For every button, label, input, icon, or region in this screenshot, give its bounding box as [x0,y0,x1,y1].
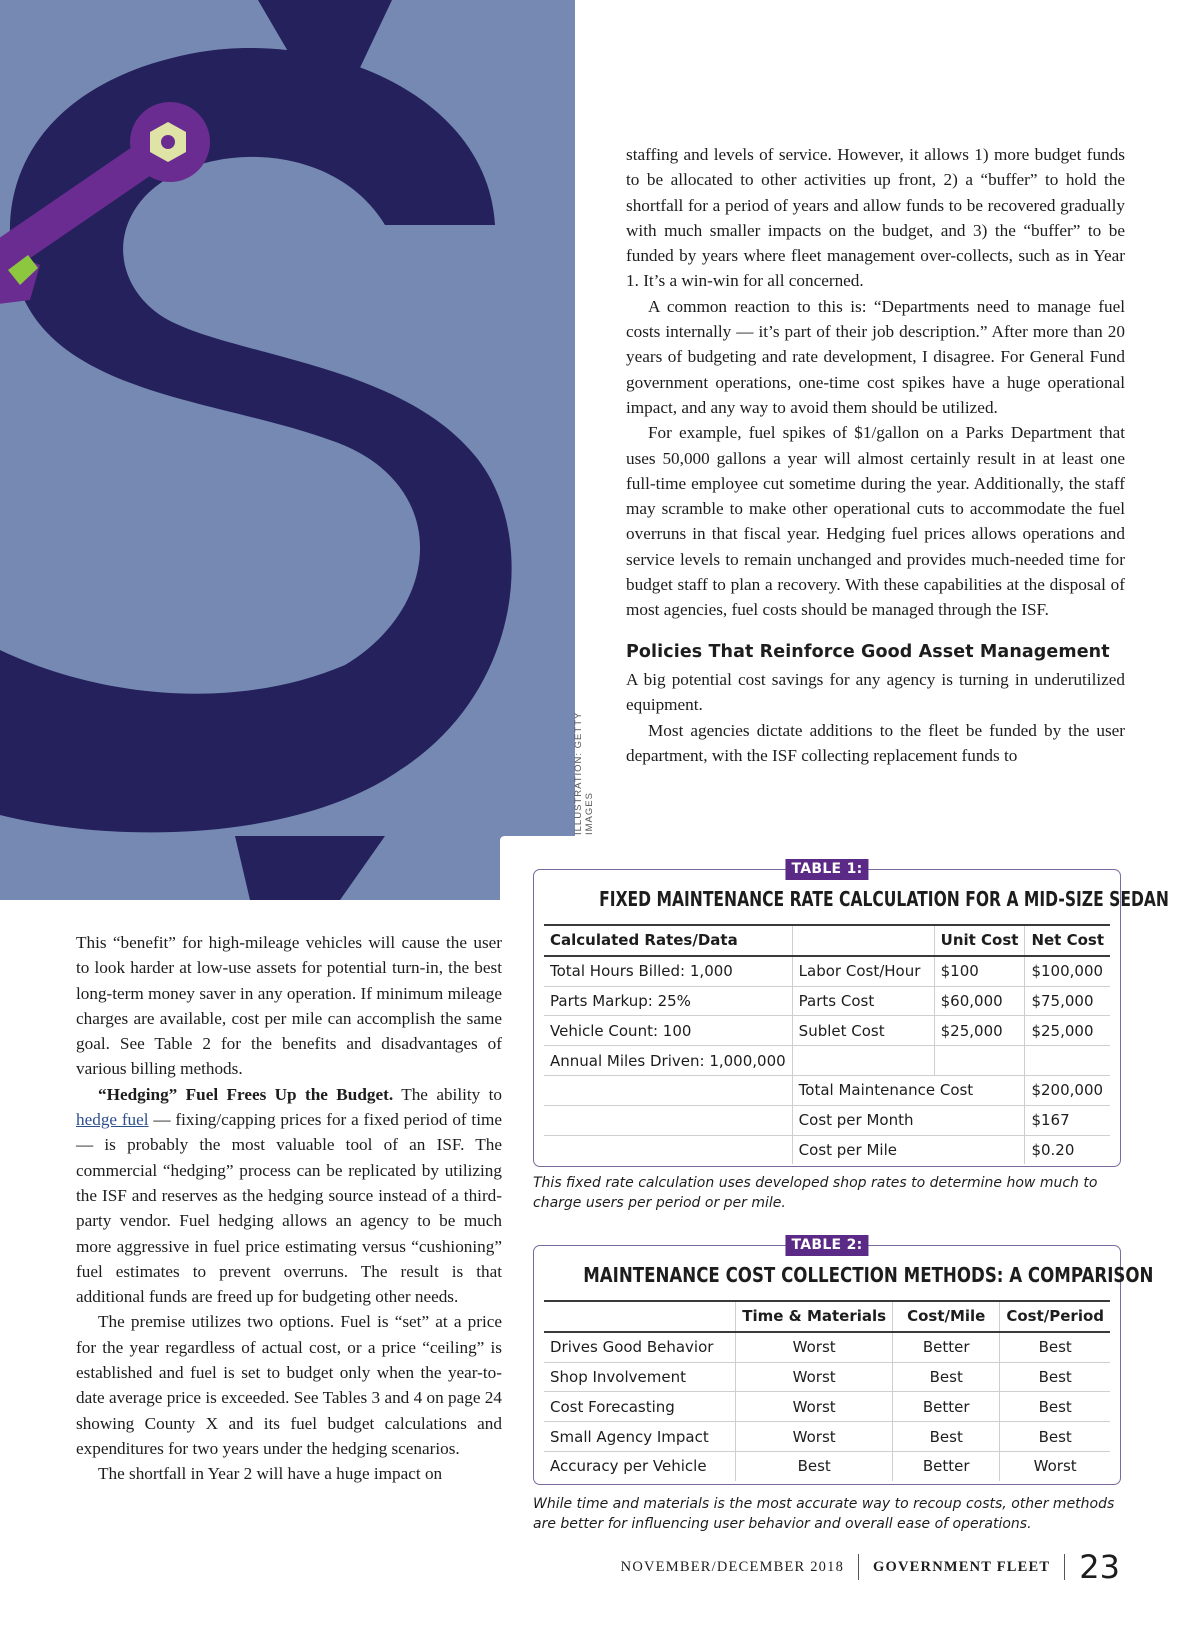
paragraph: For example, fuel spikes of $1/gallon on a Parks Department that uses 50,000 gallons a year will almost certainly result in at least one full-time employee cut sometime during the year. Additionally, the staff may scramble to make other operational cuts to accommodate the fuel overruns in that fiscal year. Hedging fuel prices allows operations and service levels to remain unchanged and provides much-needed time for budget staff to plan a recovery. With these capabilities at the disposal of most agencies, fuel costs should be managed through the ISF. [626,423,1125,620]
cell: Cost per Month [792,1105,1025,1135]
cell: Worst [736,1392,893,1422]
cell: $75,000 [1025,986,1110,1016]
cell: Best [1000,1422,1110,1452]
cell: Parts Markup: 25% [544,986,792,1016]
table-badge: TABLE 1: [785,859,868,880]
cell: Best [736,1451,893,1480]
column-header [544,1301,736,1332]
table-header-row [544,1301,1110,1332]
paragraph: The shortfall in Year 2 will have a huge impact on [98,1464,443,1484]
cell: Cost Forecasting [544,1392,736,1422]
table-2-box [533,1237,1154,1485]
table-badge: TABLE 2: [785,1235,868,1256]
left-column [76,930,502,1487]
cell: $60,000 [934,986,1025,1016]
right-column [626,142,1125,768]
column-header: Net Cost [1025,925,1110,956]
cell: Best [893,1422,1000,1452]
cell: Accuracy per Vehicle [550,1457,707,1476]
table-row [544,1362,1110,1392]
cell: Sublet Cost [792,1016,934,1046]
cell: Parts Cost [792,986,934,1016]
page-footer [621,1548,1120,1586]
cell: Worst [1000,1451,1110,1480]
column-header: Unit Cost [934,925,1025,956]
cell: $25,000 [934,1016,1025,1046]
cell: Best [893,1362,1000,1392]
page-number: 23 [1079,1548,1120,1586]
column-header: Cost/Mile [893,1301,1000,1332]
cell: Drives Good Behavior [544,1332,736,1362]
dollar-wrench-illustration [0,0,575,900]
illustration-credit: ILLUSTRATION: GETTY IMAGES [573,711,595,835]
cell [544,1135,792,1164]
table-2-caption: While time and materials is the most accurate way to recoup costs, other methods are better for influencing user behavior and overall ease of operations. [533,1496,1115,1532]
column-header: Cost/Period [1000,1301,1110,1332]
table-row [544,1105,1110,1135]
cell: Better [893,1451,1000,1480]
cell: Cost per Mile [792,1135,1025,1164]
table-2 [544,1300,1110,1481]
paragraph: This “benefit” for high-mileage vehicles will cause the user to look harder at low-use assets for potential turn-in, the best long-term money saver in any operation. If minimum mileage charges are available, cost per mile can accomplish the same goal. See Table 2 for the benefits and disadvantages of various billing methods. [76,933,502,1079]
table-row [544,1332,1110,1362]
cell: Best [1000,1362,1110,1392]
cell: Worst [736,1422,893,1452]
cell [544,1105,792,1135]
divider [1064,1554,1065,1580]
divider [858,1554,859,1580]
cell: Total Maintenance Cost [792,1075,1025,1105]
table-row [544,956,1110,986]
run-in-heading: “Hedging” Fuel Frees Up the Budget. [98,1084,394,1104]
paragraph: Most agencies dictate additions to the fleet be funded by the user department, with the ISF collecting replacement funds to [626,720,1125,765]
section-heading: Policies That Reinforce Good Asset Management [626,641,1110,662]
issue-date: NOVEMBER/DECEMBER 2018 [620,1558,845,1575]
cell: Best [1000,1332,1110,1362]
publication-name: GOVERNMENT FLEET [873,1558,1051,1575]
cell: $0.20 [1025,1135,1110,1164]
paragraph: A common reaction to this is: “Departments need to manage fuel costs internally — it’s part of their job description.” After more than 20 years of budgeting and rate development, I disagree. For General Fund government operations, one-time cost spikes have a huge operational impact, and any way to avoid them should be utilized. [626,296,1125,417]
column-header [792,925,934,956]
cell: Worst [736,1362,893,1392]
table-row [544,1422,1110,1452]
cell: Annual Miles Driven: 1,000,000 [544,1046,792,1076]
cell: Total Hours Billed: 1,000 [544,956,792,986]
cell [1025,1046,1110,1076]
cell: $167 [1025,1105,1110,1135]
table-row [544,1135,1110,1164]
table-title: FIXED MAINTENANCE RATE CALCULATION FOR A MID-SIZE SEDAN [599,887,1169,911]
cell [544,1075,792,1105]
table-row [544,1392,1110,1422]
hedge-fuel-link[interactable]: hedge fuel [76,1110,149,1130]
table-1 [544,924,1110,1164]
column-header: Time & Materials [736,1301,893,1332]
cell: Better [893,1392,1000,1422]
cell: Vehicle Count: 100 [544,1016,792,1046]
cell: Better [893,1332,1000,1362]
cell: $100,000 [1025,956,1110,986]
paragraph [76,1082,502,1310]
paragraph: A big potential cost savings for any agency is turning in underutilized equipment. [626,669,1125,715]
table-row [544,1046,1110,1076]
column-header: Calculated Rates/Data [544,925,792,956]
table-1-box [533,861,1169,1167]
table-row [544,986,1110,1016]
text: The ability to [393,1084,502,1104]
cell: Small Agency Impact [544,1422,736,1452]
cell: Labor Cost/Hour [792,956,934,986]
cell: Worst [736,1332,893,1362]
table-row [544,1016,1110,1046]
cell: Best [1000,1392,1110,1422]
table-title: MAINTENANCE COST COLLECTION METHODS: A COMPARISON [583,1263,1154,1287]
table-row [544,1451,1110,1480]
table-row [544,1075,1110,1105]
paragraph: staffing and levels of service. However, it allows 1) more budget funds to be allocated to other activities up front, 2) a “buffer” to hold the shortfall for a period of years and allow funds to be recovered gradually with much smaller impacts on the budget, and 3) the “buffer” to be funded by years where fleet management over-collects, such as in Year 1. It’s a win-win for all concerned. [626,145,1125,291]
text: — fixing/capping prices for a fixed period of time — is probably the most valuable tool of an ISF. The commercial “hedging” process can be replicated by utilizing the ISF and reserves as the hedging source instead of a third-party vendor. Fuel hedging allows an agency to be much more aggressive in fuel price estimating versus “cushioning” fuel estimates to prevent overruns. The result is that additional funds are freed up for budgeting other needs. [76,1110,502,1307]
paragraph: The premise utilizes two options. Fuel is “set” at a price for the year regardless of actual cost, or a price “ceiling” is established and fuel is set to budget only when the year-to-date average price is exceeded. See Tables 3 and 4 on page 24 showing County X and its fuel budget calculations and expenditures for two years under the hedging scenarios. [76,1312,502,1458]
cell: Shop Involvement [544,1362,736,1392]
cell: $100 [934,956,1025,986]
cell: $25,000 [1025,1016,1110,1046]
table-header-row [544,925,1110,956]
cell [792,1046,934,1076]
table-1-caption: This fixed rate calculation uses developed shop rates to determine how much to charge users per period or per mile. [533,1175,1098,1211]
cell: $200,000 [1025,1075,1110,1105]
cell [934,1046,1025,1076]
